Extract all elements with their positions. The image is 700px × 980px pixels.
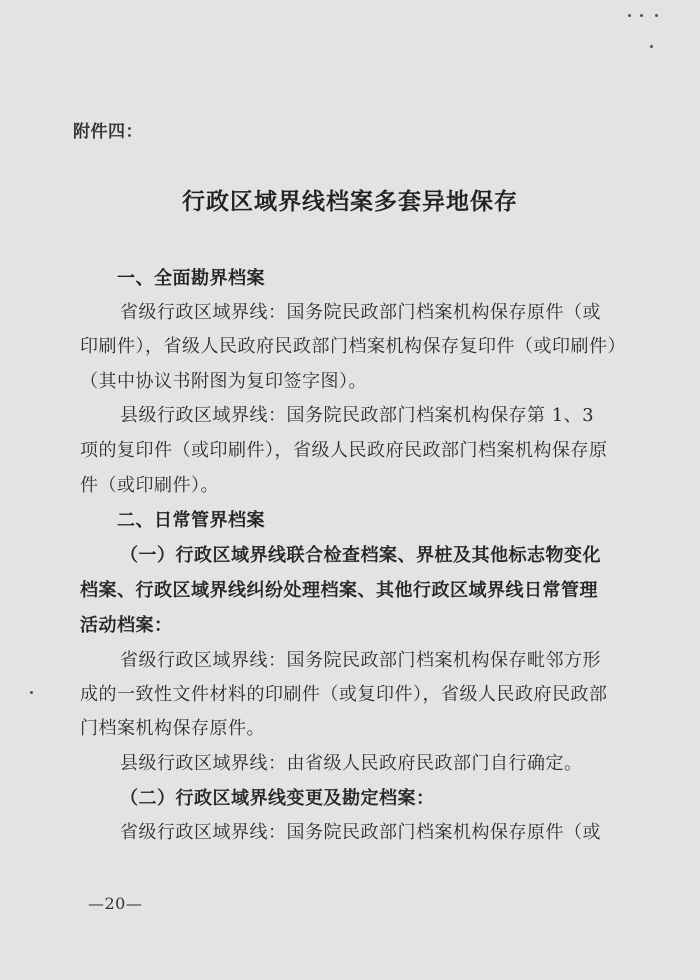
paragraph-line: 项的复印件（或印刷件），省级人民政府民政部门档案机构保存原 [80,440,608,461]
scan-speck [30,691,33,694]
subsection-heading: 档案、行政区域界线纠纷处理档案、其他行政区域界线日常管理 [80,580,598,601]
paragraph-line: （其中协议书附图为复印签字图）。 [80,371,367,392]
paragraph-line: 省级行政区域界线：国务院民政部门档案机构保存毗邻方形 [120,650,601,671]
scan-speck [650,45,653,48]
paragraph-line: 印刷件），省级人民政府民政部门档案机构保存复印件（或印刷件） [80,336,626,357]
scan-speck [640,14,643,17]
page-number: —20— [88,894,143,913]
scan-speck [655,14,658,17]
subsection-heading: （二）行政区域界线变更及勘定档案： [120,788,435,809]
scan-speck [628,14,631,17]
section-heading: 二、日常管界档案 [117,510,265,531]
paragraph-line: 件（或印刷件）。 [80,475,219,496]
paragraph-line: 省级行政区域界线：国务院民政部门档案机构保存原件（或 [120,302,601,323]
subsection-heading: 活动档案： [80,615,173,636]
attachment-label: 附件四： [73,122,143,142]
document-title: 行政区域界线档案多套异地保存 [182,189,518,215]
paragraph-line: 县级行政区域界线：由省级人民政府民政部门自行确定。 [120,753,583,774]
paragraph-line: 成的一致性文件材料的印刷件（或复印件），省级人民政府民政部 [80,684,608,705]
section-heading: 一、全面勘界档案 [117,268,265,289]
paragraph-line: 省级行政区域界线：国务院民政部门档案机构保存原件（或 [120,822,601,843]
paragraph-line: 门档案机构保存原件。 [80,718,265,739]
paragraph-line: 县级行政区域界线：国务院民政部门档案机构保存第 1、3 [120,405,595,426]
subsection-heading: （一）行政区域界线联合检查档案、界桩及其他标志物变化 [120,545,601,566]
